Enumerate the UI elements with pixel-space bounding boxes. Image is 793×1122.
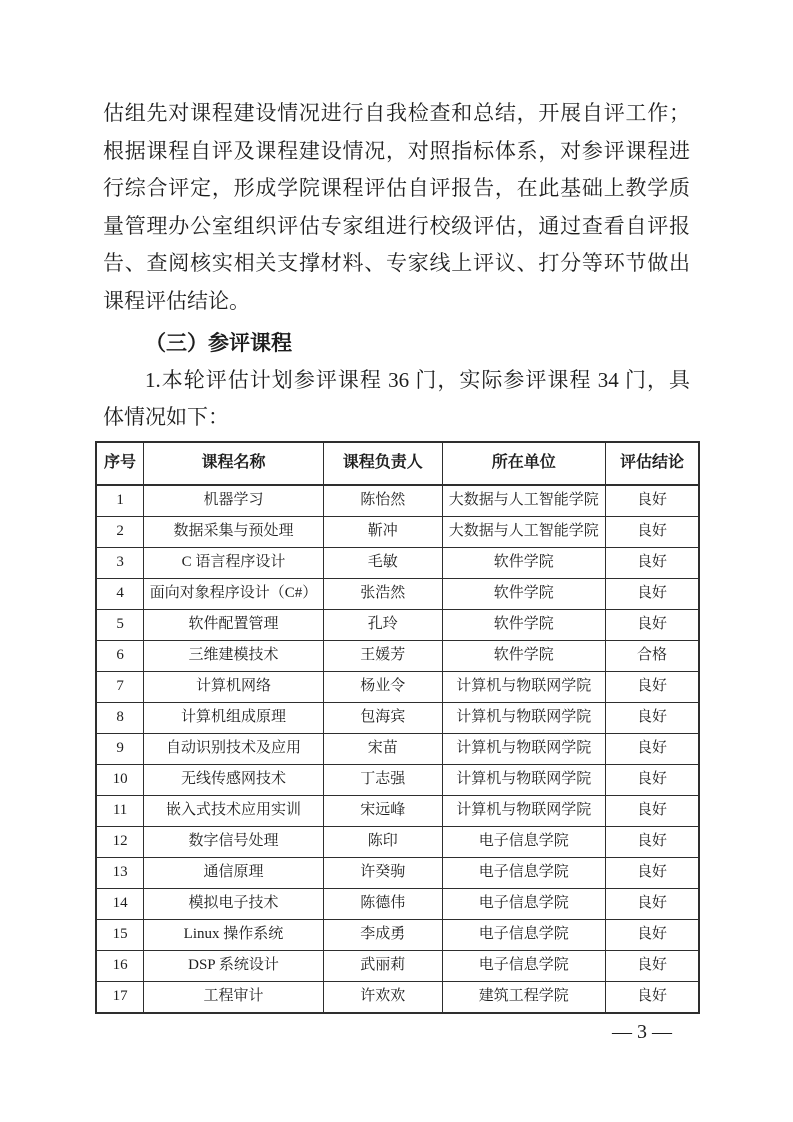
table-cell: 计算机与物联网学院 [442, 733, 605, 764]
table-cell: 良好 [606, 733, 700, 764]
table-cell: 合格 [606, 640, 700, 671]
table-row [96, 795, 699, 826]
table-cell: 陈印 [323, 826, 442, 857]
table-row [96, 609, 699, 640]
table-cell: 数字信号处理 [144, 826, 324, 857]
table-cell: 宋远峰 [323, 795, 442, 826]
table-cell: 良好 [606, 950, 700, 981]
table-cell: 张浩然 [323, 578, 442, 609]
table-cell: 电子信息学院 [442, 919, 605, 950]
table-cell: 6 [96, 640, 144, 671]
table-cell: 电子信息学院 [442, 857, 605, 888]
table-row [96, 950, 699, 981]
table-cell: 嵌入式技术应用实训 [144, 795, 324, 826]
table-cell: 良好 [606, 578, 700, 609]
table-cell: 大数据与人工智能学院 [442, 516, 605, 547]
table-row [96, 547, 699, 578]
table-row [96, 671, 699, 702]
table-cell: 17 [96, 981, 144, 1013]
table-cell: 良好 [606, 702, 700, 733]
table-cell: 计算机与物联网学院 [442, 795, 605, 826]
table-row [96, 485, 699, 517]
table-cell: 武丽莉 [323, 950, 442, 981]
header-cell-course-name: 课程名称 [144, 442, 324, 485]
table-cell: 电子信息学院 [442, 826, 605, 857]
table-cell: 数据采集与预处理 [144, 516, 324, 547]
table-cell: 自动识别技术及应用 [144, 733, 324, 764]
table-cell: 通信原理 [144, 857, 324, 888]
table-cell: 14 [96, 888, 144, 919]
table-cell: 1 [96, 485, 144, 517]
table-cell: 丁志强 [323, 764, 442, 795]
table-cell: 良好 [606, 919, 700, 950]
table-cell: 宋苗 [323, 733, 442, 764]
header-cell-number: 序号 [96, 442, 144, 485]
table-cell: 15 [96, 919, 144, 950]
paragraph-line: 行综合评定，形成学院课程评估自评报告，在此基础上教学质 [103, 176, 690, 201]
table-cell: 陈怡然 [323, 485, 442, 517]
table-cell: 软件学院 [442, 609, 605, 640]
table-cell: 良好 [606, 888, 700, 919]
table-cell: 良好 [606, 826, 700, 857]
table-cell: 良好 [606, 857, 700, 888]
header-cell-result: 评估结论 [606, 442, 700, 485]
course-table-body [96, 485, 699, 1013]
paragraph-line: 量管理办公室组织评估专家组进行校级评估，通过查看自评报 [103, 213, 690, 238]
table-row [96, 981, 699, 1013]
table-cell: 面向对象程序设计（C#） [144, 578, 324, 609]
table-header-row [96, 442, 699, 485]
section-heading: （三）参评课程 [145, 330, 292, 355]
table-cell: 11 [96, 795, 144, 826]
table-cell: 3 [96, 547, 144, 578]
table-cell: 4 [96, 578, 144, 609]
table-cell: 2 [96, 516, 144, 547]
table-cell: 计算机与物联网学院 [442, 671, 605, 702]
table-cell: 计算机网络 [144, 671, 324, 702]
intro-paragraph [103, 362, 690, 437]
table-cell: 良好 [606, 547, 700, 578]
header-cell-course-leader: 课程负责人 [323, 442, 442, 485]
table-cell: 许癸驹 [323, 857, 442, 888]
paragraph-line: 告、查阅核实相关支撑材料、专家线上评议、打分等环节做出 [103, 251, 690, 276]
paragraph-line: 根据课程自评及课程建设情况，对照指标体系，对参评课程进 [103, 138, 690, 163]
table-cell: 模拟电子技术 [144, 888, 324, 919]
table-cell: 包海宾 [323, 702, 442, 733]
table-cell: 良好 [606, 516, 700, 547]
table-row [96, 826, 699, 857]
table-cell: 16 [96, 950, 144, 981]
header-cell-unit: 所在单位 [442, 442, 605, 485]
table-cell: 建筑工程学院 [442, 981, 605, 1013]
table-row [96, 764, 699, 795]
table-cell: 无线传感网技术 [144, 764, 324, 795]
table-cell: 工程审计 [144, 981, 324, 1013]
table-cell: 良好 [606, 609, 700, 640]
table-cell: 电子信息学院 [442, 888, 605, 919]
table-cell: 12 [96, 826, 144, 857]
table-cell: 电子信息学院 [442, 950, 605, 981]
table-cell: DSP 系统设计 [144, 950, 324, 981]
table-cell: 计算机与物联网学院 [442, 702, 605, 733]
table-row [96, 640, 699, 671]
table-cell: 9 [96, 733, 144, 764]
table-cell: 靳冲 [323, 516, 442, 547]
table-cell: 软件配置管理 [144, 609, 324, 640]
table-cell: 李成勇 [323, 919, 442, 950]
table-cell: 良好 [606, 795, 700, 826]
paragraph-line: 课程评估结论。 [103, 288, 250, 313]
table-cell: 5 [96, 609, 144, 640]
table-cell: Linux 操作系统 [144, 919, 324, 950]
table-row [96, 733, 699, 764]
content-area [95, 0, 700, 1014]
table-cell: 许欢欢 [323, 981, 442, 1013]
table-cell: 大数据与人工智能学院 [442, 485, 605, 517]
table-row [96, 578, 699, 609]
table-cell: 杨业令 [323, 671, 442, 702]
table-header [96, 442, 699, 485]
table-cell: 7 [96, 671, 144, 702]
table-row [96, 857, 699, 888]
table-cell: 王媛芳 [323, 640, 442, 671]
intro-line: 1.本轮评估计划参评课程 36 门，实际参评课程 34 门，具 [145, 367, 690, 392]
intro-line: 体情况如下： [103, 405, 229, 430]
table-cell: 13 [96, 857, 144, 888]
table-row [96, 888, 699, 919]
table-cell: 10 [96, 764, 144, 795]
table-row [96, 919, 699, 950]
table-cell: 计算机与物联网学院 [442, 764, 605, 795]
table-cell: 良好 [606, 671, 700, 702]
paragraph-line: 估组先对课程建设情况进行自我检查和总结，开展自评工作； [103, 101, 690, 125]
table-cell: 三维建模技术 [144, 640, 324, 671]
table-cell: 陈德伟 [323, 888, 442, 919]
table-row [96, 516, 699, 547]
table-cell: 良好 [606, 485, 700, 517]
table-cell: 毛敏 [323, 547, 442, 578]
table-cell: 软件学院 [442, 578, 605, 609]
table-cell: 计算机组成原理 [144, 702, 324, 733]
table-cell: 8 [96, 702, 144, 733]
page-number: — 3 — [612, 1021, 672, 1043]
table-cell: 软件学院 [442, 547, 605, 578]
body-paragraph [103, 0, 690, 321]
table-cell: 孔玲 [323, 609, 442, 640]
table-cell: 软件学院 [442, 640, 605, 671]
table-row [96, 702, 699, 733]
table-cell: 良好 [606, 981, 700, 1013]
course-evaluation-table [95, 441, 700, 1014]
table-cell: 良好 [606, 764, 700, 795]
table-cell: 机器学习 [144, 485, 324, 517]
table-cell: C 语言程序设计 [144, 547, 324, 578]
